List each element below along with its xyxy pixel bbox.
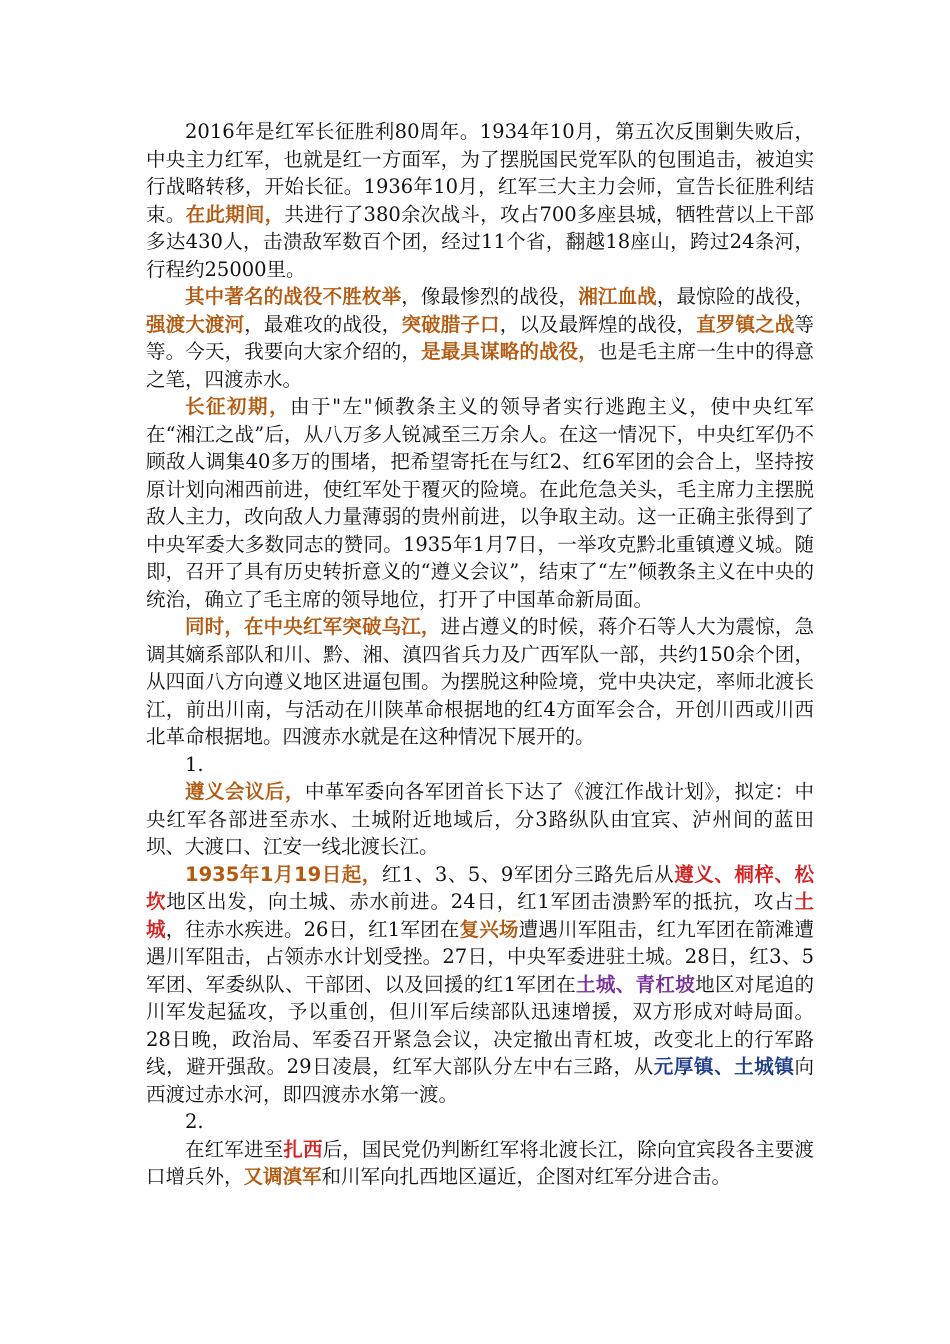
highlighted-text: 其中著名的战役不胜枚举	[185, 285, 402, 308]
section-number: 1.	[185, 752, 204, 776]
body-text: 由于"左"倾教条主义的领导者实行逃跑主义，使中央红军在“湘江之战”后，从八万多人锐减至三万余人。在这一情况下，中央红军仍不顾敌人调集40多万的围堵，把希望寄托在与红2、红6军团的会合上，坚持按原计划向湘西前进，使红军处于覆灭的险境。在此危急关头，毛主席力主摆脱敌人主力，改向敌人力量薄弱的贵州前进，以争取主动。这一正确主张得到了中央军委大多数同志的赞同。1935年1月7日，一举攻克黔北重镇遵义城。随即，召开了具有历史转折意义的“遵义会议”，结束了“左”倾教条主义在中央的统治，确立了毛主席的领导地位，打开了中国革命新局面。	[146, 395, 814, 611]
paragraph	[146, 118, 814, 283]
section-number: 2.	[185, 1110, 204, 1133]
body-text: ，像最惨烈的战役，	[401, 285, 579, 308]
highlighted-text: 元厚镇、土城镇	[653, 1055, 795, 1078]
highlighted-text: 土城、青杠坡	[575, 972, 696, 996]
paragraph	[146, 283, 814, 393]
highlighted-text: 同时，在中央红军突破乌江，	[185, 615, 441, 638]
body-text: 向西渡过赤水河，即四渡赤水第一渡。	[146, 1055, 814, 1106]
body-text: 地区对尾追的川军发起猛攻，予以重创，但川军后续部队迅速增援，双方形成对峙局面。28日晚，政治局、军委召开紧急会议，决定撤出青杠坡，改变北上的行军路线，避开强敌。29日凌晨，红军大部队分左中右三路，从	[146, 972, 814, 1078]
highlighted-text: 遵义会议后，	[185, 780, 305, 803]
body-text: 中革军委向各军团首长下达了《渡江作战计划》，拟定：中央红军各部进至赤水、土城附近地域后，分3路纵队由宜宾、泸州间的蓝田坝、大渡口、江安一线北渡长江。	[146, 780, 814, 858]
body-text: 和川军向扎西地区逼近，企图对红军分进合击。	[321, 1165, 732, 1188]
paragraph	[146, 778, 814, 861]
highlighted-text: 又调滇军	[243, 1165, 322, 1188]
highlighted-text: 强渡大渡河	[146, 312, 245, 336]
highlighted-text: 复兴场	[459, 917, 519, 941]
highlighted-text: 是最具谋略的战役，	[421, 340, 598, 363]
body-text: 也是毛主席一生中的得意之笔，四渡赤水。	[146, 340, 814, 391]
body-text: ，以及最辉煌的战役，	[499, 312, 697, 336]
body-text: 地区出发，向土城、赤水前进。24日，红1军团击溃黔军的抵抗，攻占	[166, 890, 795, 913]
body-text: 红1、3、5、9军团分三路先后从	[381, 862, 675, 886]
body-text: 进占遵义的时候，蒋介石等人大为震惊，急调其嫡系部队和川、黔、湘、滇四省兵力及广西军队一部，共约150余个团，从四面八方向遵义地区进逼包围。为摆脱这种险境，党中央决定，率师北渡长江，前出川南，与活动在川陕革命根据地的红4方面军会合，开创川西或川西北革命根据地。四渡赤水就是在这种情况下展开的。	[146, 615, 814, 748]
body-text: 后，国民党仍判断红军将北渡长江，除向宜宾段各主要渡口增兵外，	[146, 1137, 814, 1188]
paragraph	[146, 613, 814, 751]
highlighted-text: 长征初期，	[185, 395, 291, 418]
highlighted-text: 1935年1月19日起，	[185, 862, 382, 886]
document-page	[146, 118, 814, 1191]
highlighted-text: 直罗镇之战	[696, 312, 795, 336]
body-text: ，最惊险的战役，	[656, 285, 814, 308]
body-text: ，往赤水疾进。26日，红1军团在	[165, 917, 460, 941]
paragraph	[146, 393, 814, 613]
paragraph	[146, 861, 814, 1109]
highlighted-text: 扎西	[283, 1137, 323, 1161]
body-text: 共进行了380余次战斗，攻占700多座县城，牺牲营以上干部多达430人，击溃敌军数百个团，经过11个省，翻越18座山，跨过24条河，行程约25000里。	[146, 202, 814, 281]
highlighted-text: 湘江血战	[578, 285, 657, 308]
body-text: 在红军进至	[185, 1137, 284, 1161]
paragraph	[146, 1136, 814, 1191]
body-text: 等等。今天，我要向大家介绍的，	[146, 312, 814, 363]
highlighted-text: 在此期间，	[185, 202, 285, 226]
body-text: 遭遇川军阻击，红九军团在箭滩遭遇川军阻击，占领赤水计划受挫。27日，中央军委进驻土城。28日，红3、5军团、军委纵队、干部团、以及回援的红1军团在	[146, 917, 814, 996]
highlighted-text: 突破腊子口	[401, 312, 500, 336]
highlighted-text: 遵义、桐梓、松坎	[146, 862, 814, 913]
body-text: 2016年是红军长征胜利80周年。1934年10月，第五次反围剿失败后，中央主力红军，也就是红一方面军，为了摆脱国民党军队的包围追击，被迫实行战略转移，开始长征。1936年10月，红军三大主力会师，宣告长征胜利结束。	[146, 120, 814, 226]
body-text: ，最难攻的战役，	[244, 312, 402, 336]
highlighted-text: 土城	[146, 890, 814, 941]
